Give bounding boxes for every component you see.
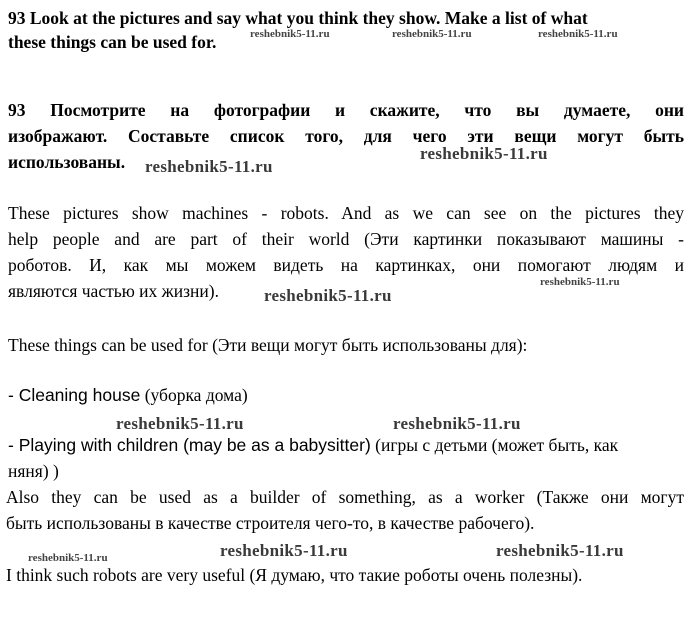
use-item-playing-en: - Playing with children (may be as a babysitter) — [8, 435, 371, 455]
watermark: reshebnik5-11.ru — [220, 541, 348, 560]
answer-also-line-2: быть использованы в качестве строителя чего-то, в качестве рабочего). — [6, 513, 535, 533]
answer-intro-line-4: являются частью их жизни). — [8, 281, 219, 301]
use-item-cleaning-ru: (уборка дома) — [140, 385, 248, 405]
task-russian-line-1: 93 Посмотрите на фотографии и скажите, что вы думаете, они — [8, 100, 684, 120]
watermark: reshebnik5-11.ru — [538, 28, 618, 40]
uses-heading: These things can be used for (Эти вещи могут быть использованы для): — [8, 335, 528, 355]
task-russian — [8, 97, 684, 175]
watermark: reshebnik5-11.ru — [420, 144, 548, 163]
watermark: reshebnik5-11.ru — [116, 414, 244, 433]
watermark: reshebnik5-11.ru — [145, 157, 273, 176]
watermark: reshebnik5-11.ru — [496, 541, 624, 560]
watermark: reshebnik5-11.ru — [393, 414, 521, 433]
answer-conclusion: I think such robots are very useful (Я думаю, что такие роботы очень полезны). — [6, 565, 583, 585]
answer-also — [6, 484, 684, 536]
answer-also-line-1: Also they can be used as a builder of something, as a worker (Также они могут — [6, 487, 684, 507]
watermark: reshebnik5-11.ru — [392, 28, 472, 40]
watermark: reshebnik5-11.ru — [264, 286, 392, 305]
watermark: reshebnik5-11.ru — [28, 552, 108, 564]
answer-intro-line-3: роботов. И, как мы можем видеть на картинках, они помогают людям и — [8, 255, 684, 275]
watermark: reshebnik5-11.ru — [540, 276, 620, 288]
use-item-playing-ru: (игры с детьми (может быть, как — [370, 435, 619, 455]
answer-intro-line-1: These pictures show machines - robots. And as we can see on the pictures they — [8, 203, 684, 223]
task-english-line-2: these things can be used for. — [8, 32, 217, 52]
task-russian-line-3: использованы. — [8, 152, 126, 172]
use-item-cleaning — [8, 384, 248, 406]
use-item-cleaning-en: - Cleaning house — [8, 385, 141, 405]
answer-intro-line-2: help people and are part of their world (Эти картинки показывают машины - — [8, 229, 684, 249]
task-russian-line-2: изображают. Составьте список того, для чего эти вещи могут быть — [8, 126, 684, 146]
use-item-playing-line-1 — [8, 434, 618, 456]
use-item-playing-line-2: няня) ) — [8, 461, 59, 481]
task-english-line-1: 93 Look at the pictures and say what you think they show. Make a list of what — [8, 8, 588, 28]
watermark: reshebnik5-11.ru — [250, 28, 330, 40]
